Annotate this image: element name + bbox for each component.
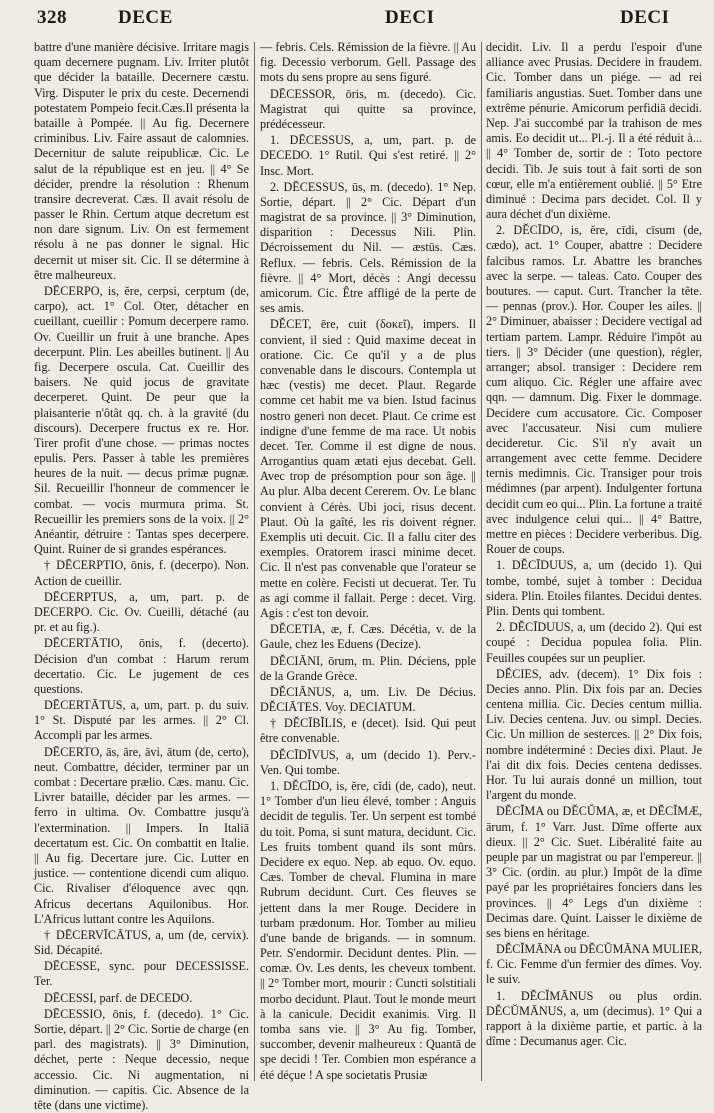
entry: DĔCĪDĪVUS, a, um (decido 1). Perv.-Ven. Qui tombe. — [260, 747, 476, 777]
entry: DĒCESSOR, ōris, m. (decedo). Cic. Magistrat qui quitte sa province, prédécesseur. — [260, 86, 476, 131]
paragraph: — febris. Cels. Rémission de la fièvre. || Au fig. Decessio verborum. Gell. Passage des mots du sens propre au sens figuré. — [260, 40, 476, 85]
entry: DĔCĬMĀNA ou DĔCŬMĀNA MULIER, f. Cic. Femme d'un fermier des dîmes. Voy. le suiv. — [486, 942, 702, 987]
entry: 1. DĔCĪDUUS, a, um (decido 1). Qui tombe, tombé, sujet à tomber : Decidua sidera. Plin. Etoiles filantes. Decidui dentes. Plin. Dents qui tombent. — [486, 558, 702, 618]
entry: 1. DĒCESSUS, a, um, part. p. de DECEDO. 1° Rutil. Qui s'est retiré. || 2° Insc. Mort. — [260, 133, 476, 178]
entry: DĔCIĀNI, ōrum, m. Plin. Déciens, pple de la Grande Grèce. — [260, 653, 476, 683]
entry: DĒCERPTUS, a, um, part. p. de DECERPO. Cic. Ov. Cueilli, détaché (au pr. et au fig.). — [34, 589, 249, 635]
running-head-right: DECI — [620, 7, 670, 28]
paragraph: decidit. Liv. Il a perdu l'espoir d'une alliance avec Prusias. Decidere in fraudem. Cic. Tomber dans un piége. — ad rei familiaris angustias. Suet. Tomber dans une extrême pénurie. Amicorum perfidiā decidi. Nep. J'ai succombé par la trahison de mes amis. Eo decidit ut... Pl.-j. Il a été réduit à... || 4° Tomber de, sortir de : Toto pectore decidi. Tib. Je suis tout à fait sorti de son cœur, elle m'a entièrement oublié. || 5° Etre diminué : Decima pars decidet. Col. Il y aura déchet d'un dixième. — [486, 40, 702, 222]
entry: DĔCIĀNUS, a, um. Liv. De Décius. DĔCIĀTES. Voy. DECIATUM. — [260, 684, 476, 715]
page-number: 328 — [37, 7, 67, 28]
text-column-3 — [486, 40, 702, 1081]
column-divider-left — [254, 42, 255, 1081]
entry: 2. DĔCĪDUUS, a, um (decido 2). Qui est coupé : Decidua populea folia. Plin. Feuilles coupées sur un peuplier. — [486, 620, 702, 665]
entry: 2. DĒCESSUS, ūs, m. (decedo). 1° Nep. Sortie, départ. || 2° Cic. Départ d'un magistrat de sa province. || 3° Diminution, disparition : Decessus Nili. Plin. Décroissement du Nil. — æstūs. Cæs. Reflux. — febris. Cels. Rémission de la fièvre. || 4° Mort, décès : Angi decessu amicorum. Cic. Être affligé de la perte de ses amis. — [260, 179, 476, 316]
paragraph: battre d'une manière décisive. Irritare magis quam decernere pugnam. Liv. Irriter plutôt que décider la bataille. Decernere cæstu. Virg. Disputer le prix du ceste. Decernendi potestatem Pompeio fecit.Cæs.Il présenta la bataille à Pompée. || Au fig. Decernere criminibus. Liv. Faire assaut de calomnies. Decernitur de salute reipublicæ. Cic. Le salut de la république est en jeu. || 4° Se décider, prendre la résolution : Rhenum transire decreverat. Cæs. Il avait résolu de passer le Rhin. Certum atque decretum est non dare signum. Liv. On est fermement résolu à ne pas donner le signal. Hic decernit ut miser sit. Cic. Il se détermine à être malheureux. — [34, 40, 249, 282]
entry: DĒCERPO, is, ĕre, cerpsi, cerptum (de, carpo), act. 1° Col. Oter, détacher en cueillant, cueillir : Pomum decerpere ramo. Ov. Cueillir un fruit à une branche. Apes decerpunt. Plin. Les abeilles butinent. || Au fig. Decerpere oscula. Cat. Cueillir des baisers. Ne quid jocus de gravitate decerperet. Quint. De peur que la plaisanterie n'ôtât qq. ch. à la gravité (du discours). Decerpere fructus ex re. Hor. Tirer profit d'une chose. — primas noctes epulis. Pers. Passer à table les premières heures de la nuit. — decus primæ pugnæ. Sil. Recueillir l'honneur de commencer le combat. — vocis murmura prima. St. Recueillir les premiers sons de la voix. || 2° Anéantir, détruire : Tantas spes decerpere. Quint. Ruiner de si grandes espérances. — [34, 284, 249, 557]
entry: DĒCESSE, sync. pour DECESSISSE. Ter. — [34, 959, 249, 989]
entry: DĔCIES, adv. (decem). 1° Dix fois : Decies anno. Plin. Dix fois par an. Decies centena millia. Cic. Decies centum millia. Liv. Decies centena. Juv. ou simpl. Decies. Cic. Un million de sesterces. || 2° Dix fois, nombre indéterminé : Decies dixi. Plaut. Je l'ai dit dix fois. Decies centena dedisses. Hor. Tu lui aurais donné un million, tout l'argent du monde. — [486, 666, 702, 803]
entry: 2. DĔCĪDO, is, ĕre, cīdi, cīsum (de, cædo), act. 1° Couper, abattre : Decidere falcibus ramos. Lr. Abattre les branches avec la serpe. — taleas. Cato. Couper des boutures. — caput. Curt. Trancher la tête. — pennas (prov.). Hor. Couper les ailes. || 2° Diminuer, abaisser : Decidere vectigal ad tertiam partem. Lampr. Réduire l'impôt au tiers. || 3° Décider (une question), régler, arranger; absol. transiger : Decidere rem cum aliquo. Cic. Régler une affaire avec qqn. — damnum. Dig. Fixer le dommage. Decidere cum accusatore. Cic. Composer avec l'accusateur. Nisi cum muliere decideretur. Cic. S'il n'y avait un arrangement avec cette femme. Decidere ternis medimnis. Cic. Transiger pour trois médimnes (par arpent). Indulgenter fortuna decidit cum eo qui... Plin. La fortune a traité avec indulgence celui qui... || 4° Battre, mettre en pièces : Decidere verberibus. Dig. Rouer de coups. — [486, 223, 702, 557]
entry: † DĒCERVĪCĀTUS, a, um (de, cervix). Sid. Décapité. — [34, 927, 249, 958]
entry: DĒCERTĀTIO, ōnis, f. (decerto). Décision d'un combat : Harum rerum decertatio. Cic. Le jugement de ces questions. — [34, 636, 249, 696]
entry: DĔCET, ēre, cuit (δοκεῖ), impers. Il convient, il sied : Quid maxime deceat in oratione. Cic. Ce qu'il y a de plus convenable dans le discours. Contempla ut hæc (vestis) me decet. Plaut. Regarde comme cet habit me va bien. Istud facinus nostro generi non decet. Plaut. Ce crime est indigne d'une femme de ma race. Ut nobis decet. Ter. Comme il est digne de nous. Arrogantius quam ætati ejus decebat. Gell. Avec trop de présomption pour son âge. || Au plur. Alba decent Cererem. Ov. Le blanc convient à Cérès. Ubi joci, risus decent. Plaut. Où la gaîté, les ris doivent régner. Exemplis uti decuit. Cic. Il a fallu citer des exemples. Oratorem irasci minime decet. Cic. Il n'est pas convenable que l'orateur se mette en colère. Fecisti ut decuerat. Ter. Tu as agi comme il fallait. Perge : decet. Virg. Agis : c'est ton devoir. — [260, 317, 476, 620]
entry: † DĔCĪBĬLIS, e (decet). Isid. Qui peut être convenable. — [260, 716, 476, 746]
column-divider-right — [481, 42, 482, 1081]
entry: DĒCESSIO, ōnis, f. (decedo). 1° Cic. Sortie, départ. || 2° Cic. Sortie de charge (en parl. des magistrats). || 3° Diminution, déchet, perte : Neque decessio, neque accessio. Cic. Ni augmentation, ni diminution. — capitis. Cic. Absence de la tête (dans une victime). — [34, 1006, 249, 1112]
running-head-middle: DECI — [385, 7, 435, 28]
text-column-1 — [34, 40, 249, 1112]
text-column-2 — [260, 40, 476, 1081]
entry: DĒCERTO, ās, āre, āvi, ātum (de, certo), neut. Combattre, décider, terminer par un combat : Decertare prælio. Cæs. manu. Cic. Livrer bataille, décider par les armes. — ferro in ultima. Ov. Combattre jusqu'à l'extermination. || Impers. In Italiā decertatum est. Cic. On combattit en Italie. || Au fig. Decertare jure. Cic. Lutter en justice. — contentione dicendi cum aliquo. Cic. Rivaliser d'éloquence avec qqn. Africus decertans Aquilonibus. Hor. L'Africus luttant contre les Aquilons. — [34, 744, 249, 926]
running-head-left: DECE — [118, 7, 173, 28]
entry: 1. DĔCĪDO, is, ĕre, cĭdi (de, cado), neut. 1° Tomber d'un lieu élevé, tomber : Anguis decidit de tegulis. Ter. Un serpent est tombé du toit. Poma, si sunt matura, decidunt. Cic. Les fruits tombent quand ils sont mûrs. Decidere ex equo. Nep. ab equo. Ov. equo. Cæs. Tomber de cheval. Flumina in mare Rubrum decidunt. Curt. Ces fleuves se jettent dans la mer Rouge. Decidere in turbam prædonum. Hor. Tomber au milieu d'une bande de brigands. — in somnum. Petr. S'endormir. Decidunt dentes. Plin. — comæ. Ov. Les dents, les cheveux tombent. || 2° Tomber mort, mourir : Cuncti solstitiali morbo decidunt. Plaut. Tout le monde meurt à la canicule. Decidit exanimis. Virg. Il tomba sans vie. || 3° Au fig. Tomber, succomber, devenir malheureux : Quantā de spe decidi ! Ter. Combien mon espérance a été déçue ! A spe societatis Prusiæ — [260, 779, 476, 1082]
entry: DĔCETIA, æ, f. Cæs. Décétia, v. de la Gaule, chez les Eduens (Decize). — [260, 622, 476, 652]
entry: DĔCĬMA ou DĔCŬMA, æ, et DĔCĬMÆ, ārum, f. 1° Varr. Just. Dîme offerte aux dieux. || 2° Cic. Suet. Libéralité faite au peuple par un magistrat ou par l'empereur. || 3° Cic. (ordin. au plur.) Impôt de la dîme payé par les propriétaires fonciers dans les provinces. || 4° Legs d'un dixième : Decimas dare. Quint. Laisser le dixième de ses biens en héritage. — [486, 804, 702, 940]
entry: † DĒCERPTIO, ōnis, f. (decerpo). Non. Action de cueillir. — [34, 558, 249, 588]
entry: 1. DĔCĬMĀNUS ou plus ordin. DĔCŬMĀNUS, a, um (decimus). 1° Qui a rapport à la dixième partie, et partic. à la dîme : Decumanus ager. Cic. — [486, 988, 702, 1049]
entry: DĒCERTĀTUS, a, um, part. p. du suiv. 1° St. Disputé par les armes. || 2° Cl. Accompli par les armes. — [34, 698, 249, 743]
page-header — [0, 7, 714, 37]
entry: DĒCESSI, parf. de DECEDO. — [44, 990, 193, 1005]
